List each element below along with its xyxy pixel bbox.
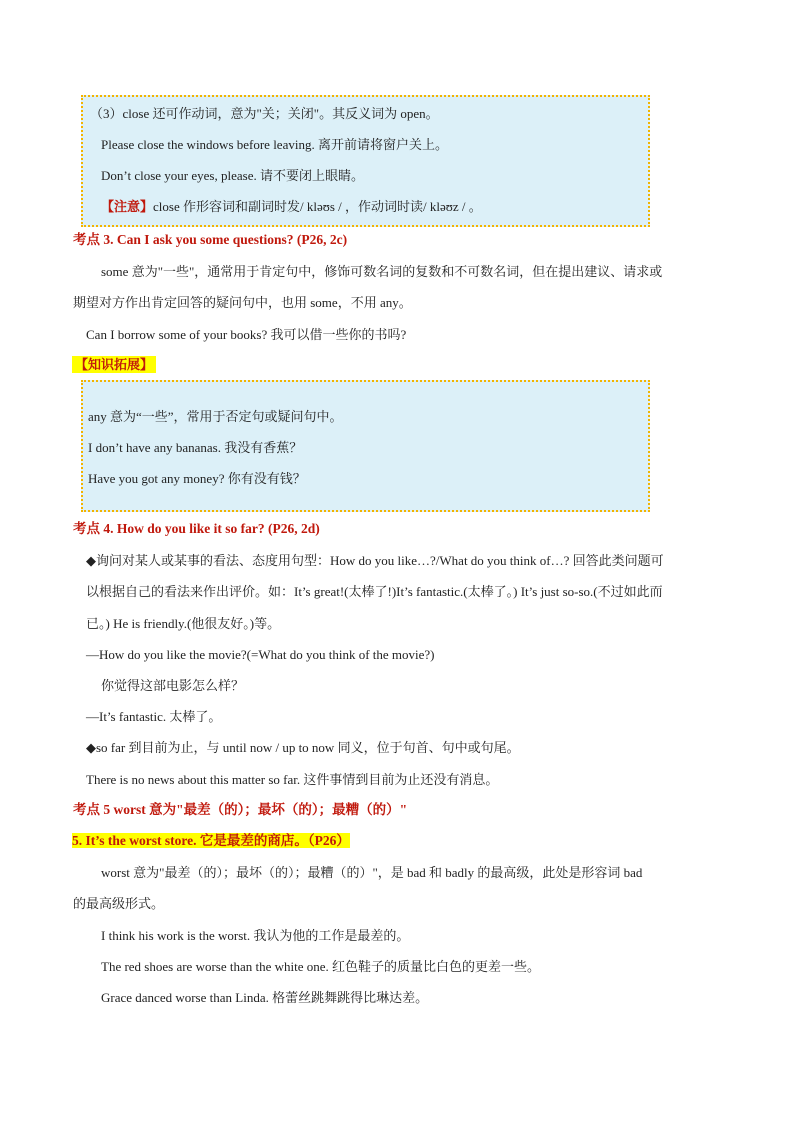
kd5-ex1: I think his work is the worst. 我认为他的工作是最差的。 <box>101 928 410 943</box>
box1-line2: Please close the windows before leaving. 离开前请将窗户关上。 <box>101 137 448 152</box>
kd5-p1: worst 意为"最差（的）；最坏（的）；最糟（的）"，是 bad 和 badly 的最高级，此处是形容词 bad <box>101 865 643 880</box>
kd4-heading: 考点 4. How do you like it so far? (P26, 2d) <box>73 521 320 536</box>
kd4-ex1-cn: 你觉得这部电影怎么样？ <box>101 678 245 693</box>
kd5-subheading <box>72 833 350 849</box>
kd3-p1: some 意为"一些"，通常用于肯定句中，修饰可数名词的复数和不可数名词，但在提出建议、请求或 <box>101 264 663 279</box>
kd4-p4: ◆so far 到目前为止，与 until now / up to now 同义，位于句首、句中或句尾。 <box>86 740 520 755</box>
note-text: close 作形容词和副词时发/ kləʊs / ，作动词时读/ kləʊz / 。 <box>153 199 482 214</box>
box1-note <box>101 199 482 215</box>
kd5-ex2: The red shoes are worse than the white one. 红色鞋子的质量比白色的更差一些。 <box>101 959 541 974</box>
kd4-p3: 已。) He is friendly.(他很友好。)等。 <box>86 616 281 631</box>
kd3-p2: 期望对方作出肯定回答的疑问句中，也用 some，不用 any。 <box>73 295 412 310</box>
kd4-p2: 以根据自己的看法来作出评价。如：It’s great!(太棒了!)It’s fantastic.(太棒了。) It’s just so-so.(不过如此而 <box>86 584 663 599</box>
kd4-ex3: There is no news about this matter so far. 这件事情到目前为止还没有消息。 <box>86 772 499 787</box>
kd5-heading: 考点 5 worst 意为"最差（的）；最坏（的）；最糟（的）" <box>73 802 408 817</box>
ext-line2: I don’t have any bananas. 我没有香蕉？ <box>88 440 303 455</box>
kd5-ex3: Grace danced worse than Linda. 格蕾丝跳舞跳得比琳达差。 <box>101 990 429 1005</box>
kd4-ex2: —It’s fantastic. 太棒了。 <box>86 709 222 724</box>
note-label: 【注意】 <box>101 199 154 214</box>
ext-line3: Have you got any money? 你有没有钱？ <box>88 471 306 486</box>
knowledge-extension-tag: 【知识拓展】 <box>72 356 156 373</box>
kd5-subheading-text: 5. It’s the worst store. 它是最差的商店。（P26） <box>72 833 350 848</box>
kd3-heading: 考点 3. Can I ask you some questions? (P26, 2c) <box>73 232 348 247</box>
kd4-ex1: —How do you like the movie?(=What do you think of the movie?) <box>86 647 435 662</box>
kd4-p1: ◆询问对某人或某事的看法、态度用句型：How do you like…?/What do you think of…? 回答此类问题可 <box>86 553 664 568</box>
box1-line3: Don’t close your eyes, please. 请不要闭上眼睛。 <box>101 168 364 183</box>
ext-line1: any 意为“一些”，常用于否定句或疑问句中。 <box>88 409 343 424</box>
kd5-p2: 的最高级形式。 <box>73 896 165 911</box>
box1-line1: （3）close 还可作动词，意为"关；关闭"。其反义词为 open。 <box>90 106 439 121</box>
kd3-example: Can I borrow some of your books? 我可以借一些你的书吗? <box>86 327 407 342</box>
